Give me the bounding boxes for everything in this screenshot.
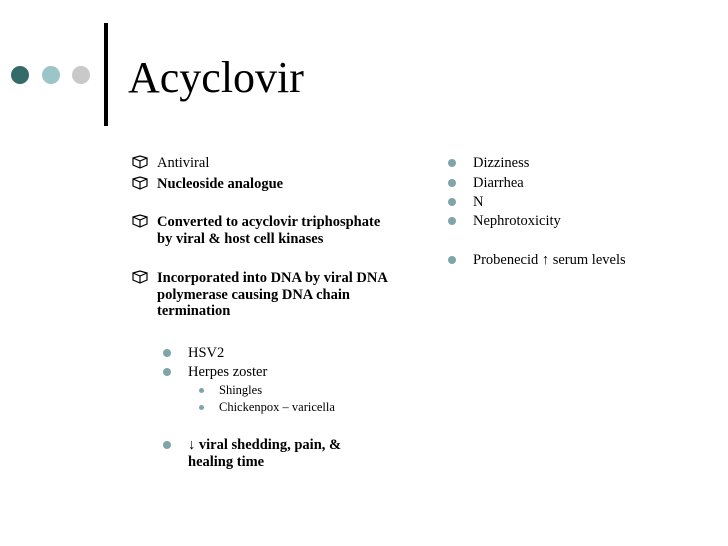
- sub-list-item: [188, 345, 388, 362]
- list-item: [473, 194, 713, 211]
- list-item: [473, 155, 713, 172]
- item-text: Herpes zoster: [188, 364, 268, 380]
- item-text: N: [473, 194, 484, 210]
- list-item: [473, 213, 713, 230]
- round-bullet-icon: [448, 252, 466, 264]
- dot-gray: [72, 66, 90, 84]
- item-text: Antiviral: [157, 155, 210, 171]
- dot-light-teal: [42, 66, 60, 84]
- list-item: [473, 252, 713, 269]
- small-bullet-icon: [199, 400, 217, 410]
- item-text: Dizziness: [473, 155, 530, 171]
- item-text: Diarrhea: [473, 175, 524, 191]
- square-bullet-icon: [132, 214, 150, 228]
- list-item: [473, 175, 713, 192]
- item-text: HSV2: [188, 345, 225, 361]
- round-bullet-icon: [163, 437, 181, 449]
- round-bullet-icon: [448, 175, 466, 187]
- item-text: Converted to acyclovir triphosphate by viral & host cell kinases: [157, 214, 381, 247]
- list-item: [157, 155, 397, 172]
- square-bullet-icon: [132, 155, 150, 169]
- sub-list-item: [188, 364, 388, 381]
- item-text: Incorporated into DNA by viral DNA polymerase causing DNA chain termination: [157, 270, 387, 319]
- slide-title: Acyclovir: [128, 53, 304, 102]
- item-text: ↓ viral shedding, pain, & healing time: [188, 437, 342, 470]
- item-text: Nucleoside analogue: [157, 176, 284, 192]
- round-bullet-icon: [448, 155, 466, 167]
- small-bullet-icon: [199, 383, 217, 393]
- item-text: Chickenpox – varicella: [219, 400, 335, 414]
- list-item: [157, 214, 397, 247]
- square-bullet-icon: [132, 270, 150, 284]
- item-text: Nephrotoxicity: [473, 213, 561, 229]
- sub-sub-list-item: [219, 400, 419, 415]
- square-bullet-icon: [132, 176, 150, 190]
- item-text: Probenecid ↑ serum levels: [473, 252, 626, 268]
- round-bullet-icon: [448, 194, 466, 206]
- dot-dark-teal: [11, 66, 29, 84]
- sub-list-item: [188, 437, 388, 470]
- round-bullet-icon: [448, 213, 466, 225]
- title-divider-bar: [104, 23, 108, 126]
- item-text: Shingles: [219, 383, 263, 397]
- round-bullet-icon: [163, 345, 181, 357]
- round-bullet-icon: [163, 364, 181, 376]
- list-item: [157, 176, 397, 193]
- list-item: [157, 270, 397, 320]
- sub-sub-list-item: [219, 383, 419, 398]
